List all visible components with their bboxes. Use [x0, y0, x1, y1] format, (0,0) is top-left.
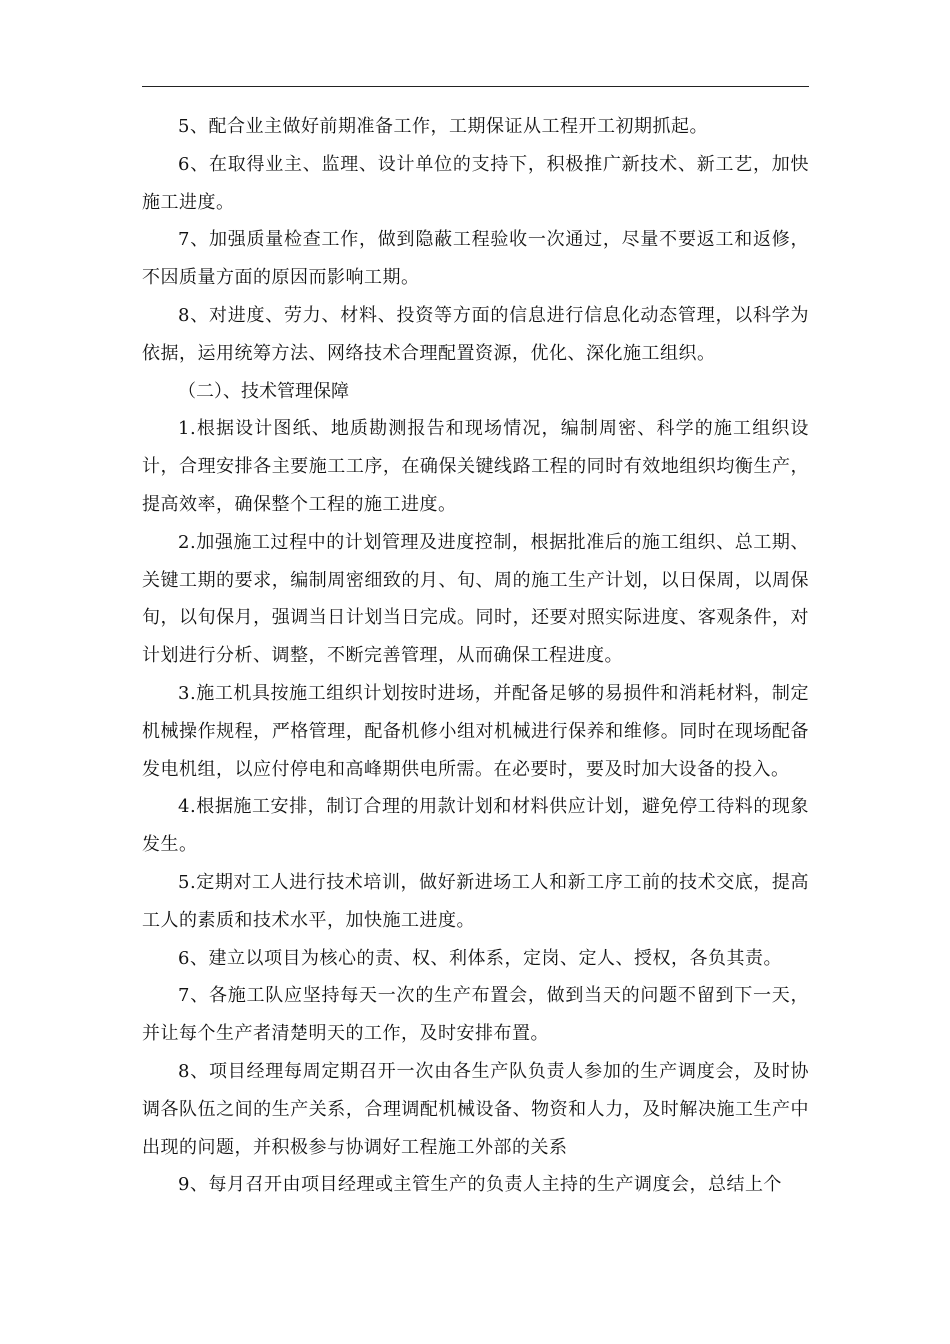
paragraph-item-8-info-management: 8、对进度、劳力、材料、投资等方面的信息进行信息化动态管理，以科学为依据，运用统筹方法、网络技术合理配置资源，优化、深化施工组织。 [142, 304, 809, 364]
paragraph-tech-5-training: 5.定期对工人进行技术培训，做好新进场工人和新工序工前的技术交底，提高工人的素质和技术水平，加快施工进度。 [142, 871, 809, 931]
section-heading-technical-management: （二）、技术管理保障 [178, 380, 349, 402]
paragraph-tech-2-plan-control: 2.加强施工过程中的计划管理及进度控制，根据批准后的施工组织、总工期、关键工期的要求，编制周密细致的月、旬、周的施工生产计划，以日保周，以周保旬，以旬保月，强调当日计划当日完成。同时，还要对照实际进度、客观条件，对计划进行分析、调整，不断完善管理，从而确保工程进度。 [142, 531, 809, 667]
paragraph-tech-1-design: 1.根据设计图纸、地质勘测报告和现场情况，编制周密、科学的施工组织设计，合理安排各主要施工工序，在确保关键线路工程的同时有效地组织均衡生产，提高效率，确保整个工程的施工进度。 [142, 418, 809, 515]
paragraph-item-5-schedule: 5、配合业主做好前期准备工作，工期保证从工程开工初期抓起。 [178, 116, 708, 137]
paragraph-item-6-responsibility: 6、建立以项目为核心的责、权、利体系，定岗、定人、授权，各负其责。 [178, 947, 782, 969]
document-body [142, 108, 809, 1204]
paragraph-tech-3-machinery: 3.施工机具按施工组织计划按时进场，并配备足够的易损件和消耗材料，制定机械操作规程，严格管理，配备机修小组对机械进行保养和维修。同时在现场配备发电机组，以应付停电和高峰期供电所需。在必要时，要及时加大设备的投入。 [142, 682, 809, 780]
paragraph-item-6-new-tech: 6、在取得业主、监理、设计单位的支持下，积极推广新技术、新工艺，加快施工进度。 [142, 153, 809, 213]
paragraph-item-7-daily-meeting: 7、各施工队应坚持每天一次的生产布置会，做到当天的问题不留到下一天，并让每个生产者清楚明天的工作，及时安排布置。 [142, 985, 809, 1045]
paragraph-item-9-monthly-meeting: 9、每月召开由项目经理或主管生产的负责人主持的生产调度会，总结上个 [178, 1174, 782, 1196]
paragraph-tech-4-funding: 4.根据施工安排，制订合理的用款计划和材料供应计划，避免停工待料的现象发生。 [142, 796, 809, 856]
header-rule [142, 86, 809, 87]
paragraph-item-7-quality: 7、加强质量检查工作，做到隐蔽工程验收一次通过，尽量不要返工和返修，不因质量方面的原因而影响工期。 [142, 229, 809, 289]
paragraph-item-8-weekly-meeting: 8、项目经理每周定期召开一次由各生产队负责人参加的生产调度会，及时协调各队伍之间的生产关系，合理调配机械设备、物资和人力，及时解决施工生产中出现的问题，并积极参与协调好工程施工外部的关系 [142, 1060, 809, 1158]
